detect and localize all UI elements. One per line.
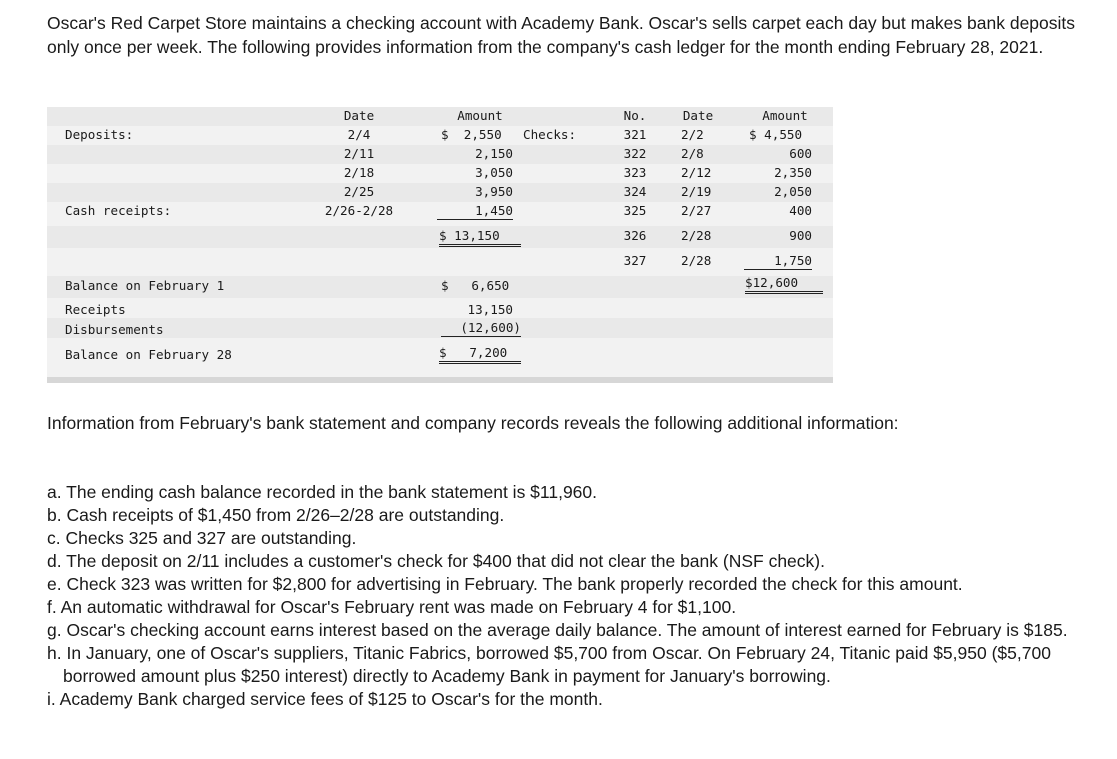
header-check-date: Date xyxy=(682,108,714,123)
check-amount: 400 xyxy=(789,203,812,218)
summary-value: (12,600) xyxy=(441,320,521,337)
summary-value: $ 7,200 xyxy=(439,345,521,364)
check-date: 2/28 xyxy=(681,228,712,243)
check-number: 322 xyxy=(623,146,647,161)
list-item: c. Checks 325 and 327 are outstanding. xyxy=(47,528,357,548)
deposits-total: $ 13,150 xyxy=(439,228,521,247)
check-number: 324 xyxy=(623,184,647,199)
deposit-date: 2/11 xyxy=(343,146,375,161)
info-heading: Information from February's bank statement and company records reveals the following additional information: xyxy=(47,413,899,433)
list-item: d. The deposit on 2/11 includes a customer's check for $400 that did not clear the bank (NSF check). xyxy=(47,551,825,571)
checks-total: $12,600 xyxy=(745,275,823,294)
deposit-date: 2/26-2/28 xyxy=(324,203,394,218)
check-number: 327 xyxy=(623,253,647,268)
check-amount: 2,050 xyxy=(774,184,812,199)
deposit-date: 2/4 xyxy=(347,127,371,142)
check-date: 2/8 xyxy=(681,146,704,161)
check-amount: 900 xyxy=(789,228,812,243)
header-check-amount: Amount xyxy=(762,108,808,123)
cash-receipts-label: Cash receipts: xyxy=(65,203,172,218)
header-deposit-date: Date xyxy=(343,108,375,123)
deposit-amount: 3,050 xyxy=(475,165,513,180)
check-date: 2/2 xyxy=(681,127,704,142)
intro-paragraph: Oscar's Red Carpet Store maintains a checking account with Academy Bank. Oscar's sells carpet each day but makes bank deposits only once per week. The following provides information from the company's cash ledger for the month ending February 28, 2021. xyxy=(47,13,1076,57)
check-date: 2/12 xyxy=(681,165,712,180)
summary-value: 13,150 xyxy=(467,302,513,317)
header-check-no: No. xyxy=(623,108,647,123)
check-date: 2/27 xyxy=(681,203,712,218)
list-item: f. An automatic withdrawal for Oscar's February rent was made on February 4 for $1,100. xyxy=(47,597,737,617)
check-amount: $ 4,550 xyxy=(749,127,803,142)
deposit-date: 2/25 xyxy=(343,184,375,199)
header-deposit-amount: Amount xyxy=(457,108,503,123)
summary-label: Receipts xyxy=(65,302,126,317)
check-date: 2/28 xyxy=(681,253,712,268)
deposit-date: 2/18 xyxy=(343,165,375,180)
check-date: 2/19 xyxy=(681,184,712,199)
deposit-amount: $ 2,550 xyxy=(441,127,502,142)
checks-label: Checks: xyxy=(523,127,577,142)
summary-value: $ 6,650 xyxy=(441,278,510,293)
check-amount: 2,350 xyxy=(774,165,812,180)
row-highlight xyxy=(47,318,833,338)
summary-label: Balance on February 1 xyxy=(65,278,225,293)
list-item: b. Cash receipts of $1,450 from 2/26–2/28 are outstanding. xyxy=(47,505,505,525)
check-number: 321 xyxy=(623,127,647,142)
check-number: 326 xyxy=(623,228,647,243)
check-amount: 600 xyxy=(789,146,812,161)
cash-ledger-table xyxy=(47,107,833,383)
deposit-amount: 2,150 xyxy=(475,146,513,161)
row-highlight xyxy=(47,145,833,164)
table-bottom-bar xyxy=(47,377,833,383)
list-item: i. Academy Bank charged service fees of $125 to Oscar's for the month. xyxy=(47,689,603,709)
list-item: a. The ending cash balance recorded in the bank statement is $11,960. xyxy=(47,482,598,502)
deposit-amount: 1,450 xyxy=(437,203,513,220)
check-number: 323 xyxy=(623,165,647,180)
summary-label: Balance on February 28 xyxy=(65,347,232,362)
list-item: g. Oscar's checking account earns interest based on the average daily balance. The amount of interest earned for February is $185. xyxy=(47,620,1068,640)
additional-info-list xyxy=(47,481,1112,711)
check-number: 325 xyxy=(623,203,647,218)
row-highlight xyxy=(47,183,833,202)
deposit-amount: 3,950 xyxy=(475,184,513,199)
list-item: h. In January, one of Oscar's suppliers, Titanic Fabrics, borrowed $5,700 from Oscar. On February 24, Titanic paid $5,950 ($5,700 borrowed amount plus $250 interest) directly to Academy Bank in payment for January's borrowing. xyxy=(47,643,1051,686)
deposits-label: Deposits: xyxy=(65,127,134,142)
check-amount: 1,750 xyxy=(744,253,812,270)
summary-label: Disbursements xyxy=(65,322,164,337)
list-item: e. Check 323 was written for $2,800 for advertising in February. The bank properly recorded the check for this amount. xyxy=(47,574,963,594)
